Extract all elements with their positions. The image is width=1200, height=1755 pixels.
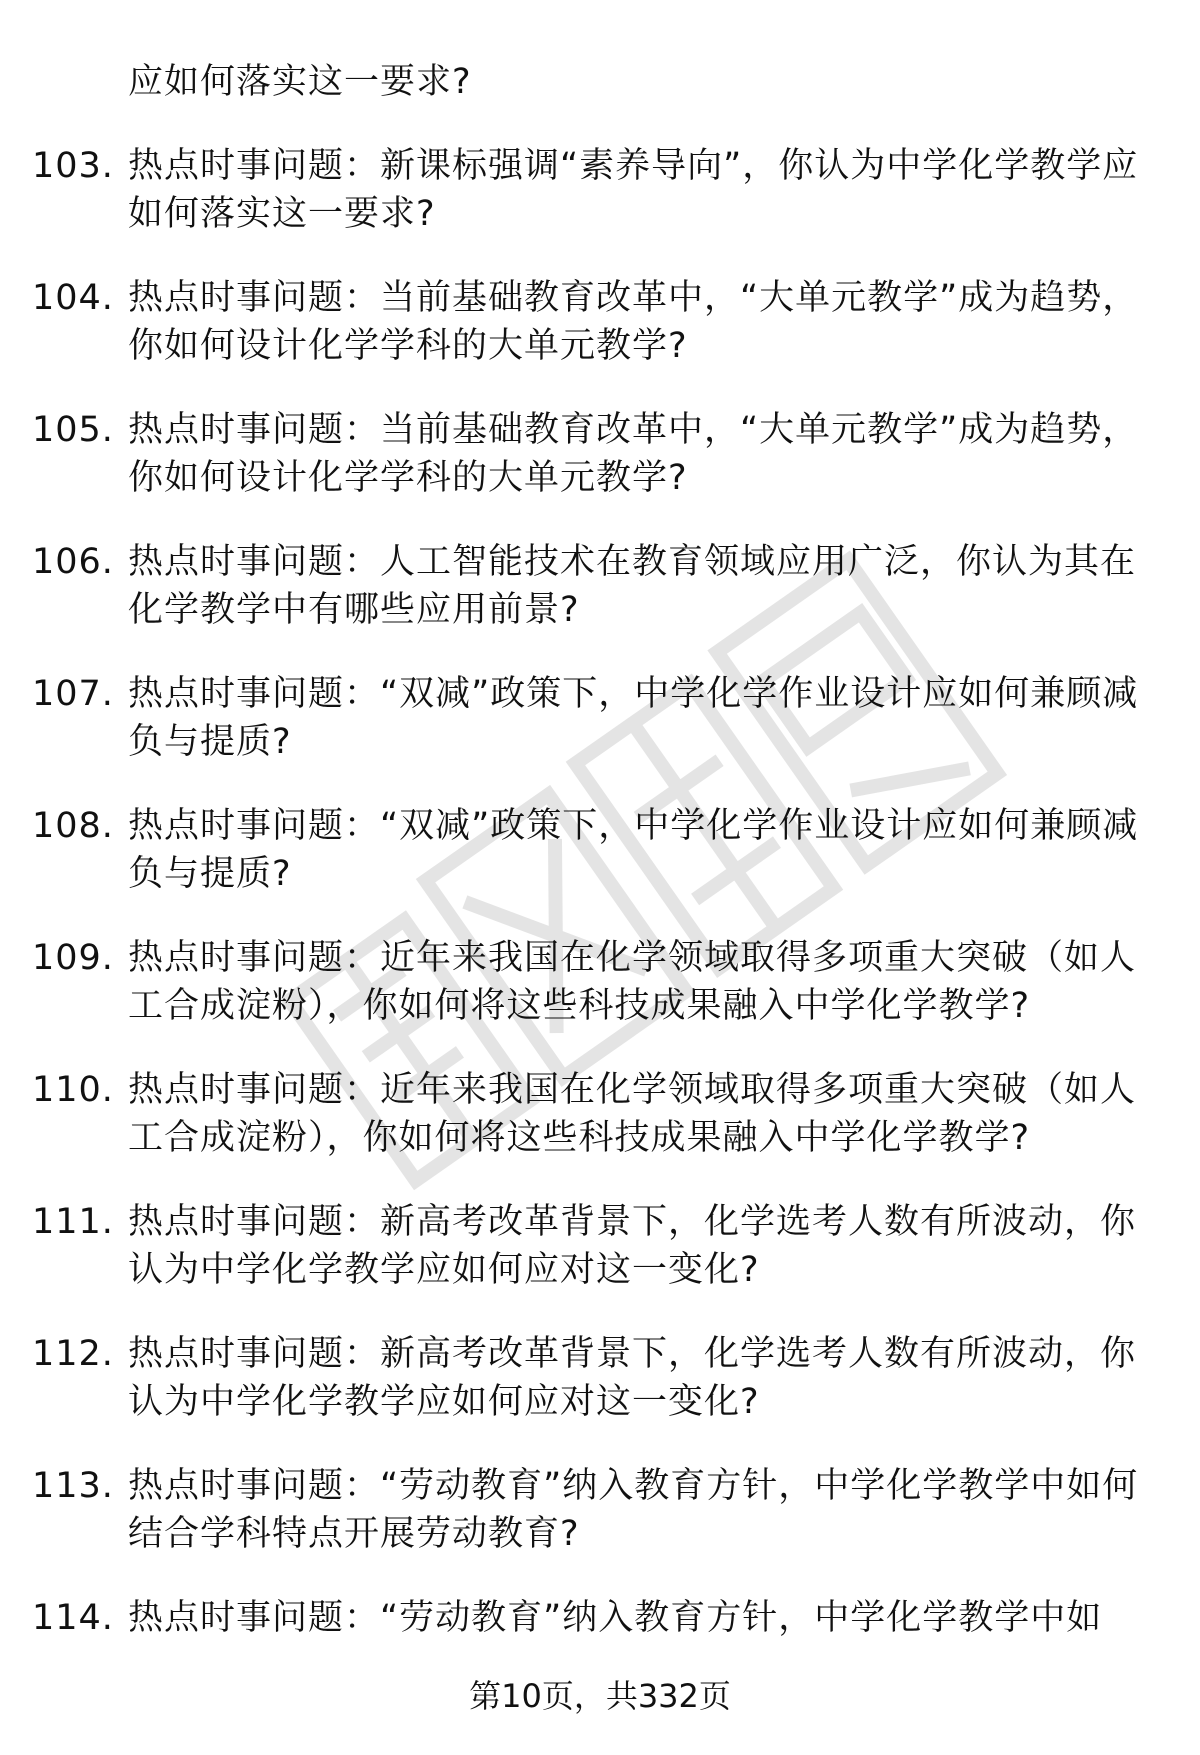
list-item (32, 802, 1142, 898)
question-number: 113. (32, 1466, 114, 1506)
question-text: 热点时事问题：新高考改革背景下，化学选考人数有所波动，你认为中学化学教学应如何应对这一变化? (128, 1202, 1137, 1290)
question-number: 112. (32, 1334, 114, 1374)
question-number: 108. (32, 806, 114, 846)
continuation-text: 应如何落实这一要求? (128, 62, 472, 102)
question-number: 109. (32, 938, 114, 978)
question-text: 热点时事问题：新高考改革背景下，化学选考人数有所波动，你认为中学化学教学应如何应对这一变化? (128, 1334, 1137, 1422)
list-item (32, 1330, 1142, 1426)
question-text: 热点时事问题：“双减”政策下，中学化学作业设计应如何兼顾减负与提质? (128, 806, 1139, 894)
question-number: 114. (32, 1598, 114, 1638)
list-item (32, 670, 1142, 766)
question-text: 热点时事问题：“劳动教育”纳入教育方针，中学化学教学中如何结合学科特点开展劳动教育? (128, 1466, 1139, 1554)
list-item (32, 1198, 1142, 1294)
list-item (32, 1462, 1142, 1558)
question-text: 热点时事问题：当前基础教育改革中，“大单元教学”成为趋势，你如何设计化学学科的大单元教学? (128, 278, 1139, 366)
question-list (32, 142, 1142, 1678)
question-text: 热点时事问题：当前基础教育改革中，“大单元教学”成为趋势，你如何设计化学学科的大单元教学? (128, 410, 1139, 498)
question-text: 热点时事问题：近年来我国在化学领域取得多项重大突破（如人工合成淀粉），你如何将这些科技成果融入中学化学教学? (128, 1070, 1137, 1158)
list-item (32, 142, 1142, 238)
page-number-footer: 第10页，共332页 (469, 1677, 731, 1715)
question-number: 107. (32, 674, 114, 714)
question-number: 111. (32, 1202, 114, 1242)
list-item (32, 1066, 1142, 1162)
list-item (32, 406, 1142, 502)
list-item (32, 934, 1142, 1030)
list-item (32, 1594, 1142, 1642)
question-number: 103. (32, 146, 114, 186)
question-number: 105. (32, 410, 114, 450)
question-text: 热点时事问题：“双减”政策下，中学化学作业设计应如何兼顾减负与提质? (128, 674, 1139, 762)
question-number: 110. (32, 1070, 114, 1110)
question-text: 热点时事问题：近年来我国在化学领域取得多项重大突破（如人工合成淀粉），你如何将这些科技成果融入中学化学教学? (128, 938, 1137, 1026)
question-text: 热点时事问题：“劳动教育”纳入教育方针，中学化学教学中如 (128, 1598, 1103, 1638)
list-item (32, 538, 1142, 634)
question-text: 热点时事问题：人工智能技术在教育领域应用广泛，你认为其在化学教学中有哪些应用前景? (128, 542, 1137, 630)
question-text: 热点时事问题：新课标强调“素养导向”，你认为中学化学教学应如何落实这一要求? (128, 146, 1139, 234)
question-number: 104. (32, 278, 114, 318)
question-number: 106. (32, 542, 114, 582)
list-item (32, 274, 1142, 370)
